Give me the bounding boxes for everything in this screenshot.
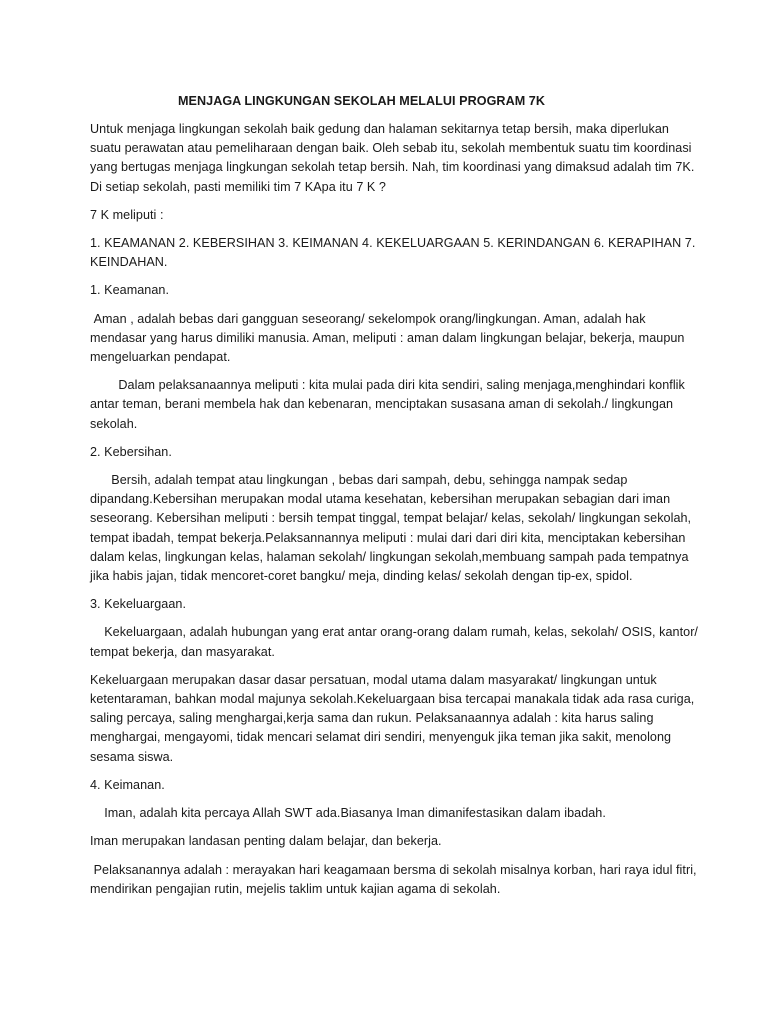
paragraph-7k-list: 1. KEAMANAN 2. KEBERSIHAN 3. KEIMANAN 4. KEKELUARGAAN 5. KERINDANGAN 6. KERAPIHAN 7. KEINDAHAN. <box>90 236 699 270</box>
paragraph-kekeluargaan-implementation: Kekeluargaan merupakan dasar dasar persatuan, modal utama dalam masyarakat/ lingkungan untuk ketentaraman, bahkan modal majunya sekolah.Kekeluargaan bisa tercapai manakala tidak ada rasa curiga, saling percaya, saling menghargai,kerja sama dan rukun. Pelaksanaannya adalah : kita harus saling menghargai, mengayomi, tidak mencari selamat diri sendiri, menyenguk jika teman jika sakit, menolong sesama siswa. <box>90 672 698 764</box>
paragraph-intro: Untuk menjaga lingkungan sekolah baik gedung dan halaman sekitarnya tetap bersih, maka diperlukan suatu perawatan atau pemeliharaan dengan baik. Oleh sebab itu, sekolah membentuk suatu tim koordinasi yang bertugas menjaga lingkungan sekolah tetap bersih. Nah, tim koordinasi yang dimaksud adalah tim 7K. Di setiap sekolah, pasti memiliki tim 7 KApa itu 7 K ? <box>90 122 698 194</box>
paragraph-7k-heading: 7 K meliputi : <box>90 207 164 222</box>
section-heading-kebersihan: 2. Kebersihan. <box>90 444 172 459</box>
paragraph-keamanan-implementation: Dalam pelaksanaannya meliputi : kita mulai pada diri kita sendiri, saling menjaga,menghindari konflik antar teman, berani membela hak dan kebenaran, menciptakan susasana aman di sekolah./ lingkungan sekolah. <box>90 378 689 431</box>
paragraph-keimanan-definition: Iman, adalah kita percaya Allah SWT ada.Biasanya Iman dimanifestasikan dalam ibadah. <box>90 806 606 821</box>
paragraph-kekeluargaan-definition: Kekeluargaan, adalah hubungan yang erat antar orang-orang dalam rumah, kelas, sekolah/ OSIS, kantor/ tempat bekerja, dan masyarakat. <box>90 625 702 659</box>
paragraph-kebersihan: Bersih, adalah tempat atau lingkungan , bebas dari sampah, debu, sehingga nampak sedap dipandang.Kebersihan merupakan modal utama kesehatan, kebersihan merupakan sebagian dari iman seseorang. Kebersihan meliputi : bersih tempat tinggal, tempat belajar/ kelas, sekolah/ lingkungan sekolah, tempat ibadah, tempat bekerja.Pelaksannannya meliputi : mulai dari dari diri kita, menciptakan kebersihan dalam kelas, lingkungan kelas, halaman sekolah/ lingkungan sekolah,membuang sampah pada tempatnya jika habis jajan, tidak mencoret-coret bangku/ meja, dinding kelas/ sekolah dengan tip-ex, spidol. <box>90 473 695 584</box>
section-heading-keamanan: 1. Keamanan. <box>90 283 170 298</box>
document-title: MENJAGA LINGKUNGAN SEKOLAH MELALUI PROGRAM 7K <box>178 94 546 108</box>
paragraph-keimanan-implementation: Pelaksanannya adalah : merayakan hari keagamaan bersma di sekolah misalnya korban, hari raya idul fitri, mendirikan pengajian rutin, mejelis taklim untuk kajian agama di sekolah. <box>90 862 701 896</box>
paragraph-keamanan-definition: Aman , adalah bebas dari gangguan seseorang/ sekelompok orang/lingkungan. Aman, adalah hak mendasar yang harus dimiliki manusia. Aman, meliputi : aman dalam lingkungan belajar, bekerja, maupun mengeluarkan pendapat. <box>90 311 689 365</box>
paragraph-keimanan-foundation: Iman merupakan landasan penting dalam belajar, dan bekerja. <box>90 834 442 849</box>
section-heading-keimanan: 4. Keimanan. <box>90 777 165 792</box>
section-heading-kekeluargaan: 3. Kekeluargaan. <box>90 597 187 612</box>
